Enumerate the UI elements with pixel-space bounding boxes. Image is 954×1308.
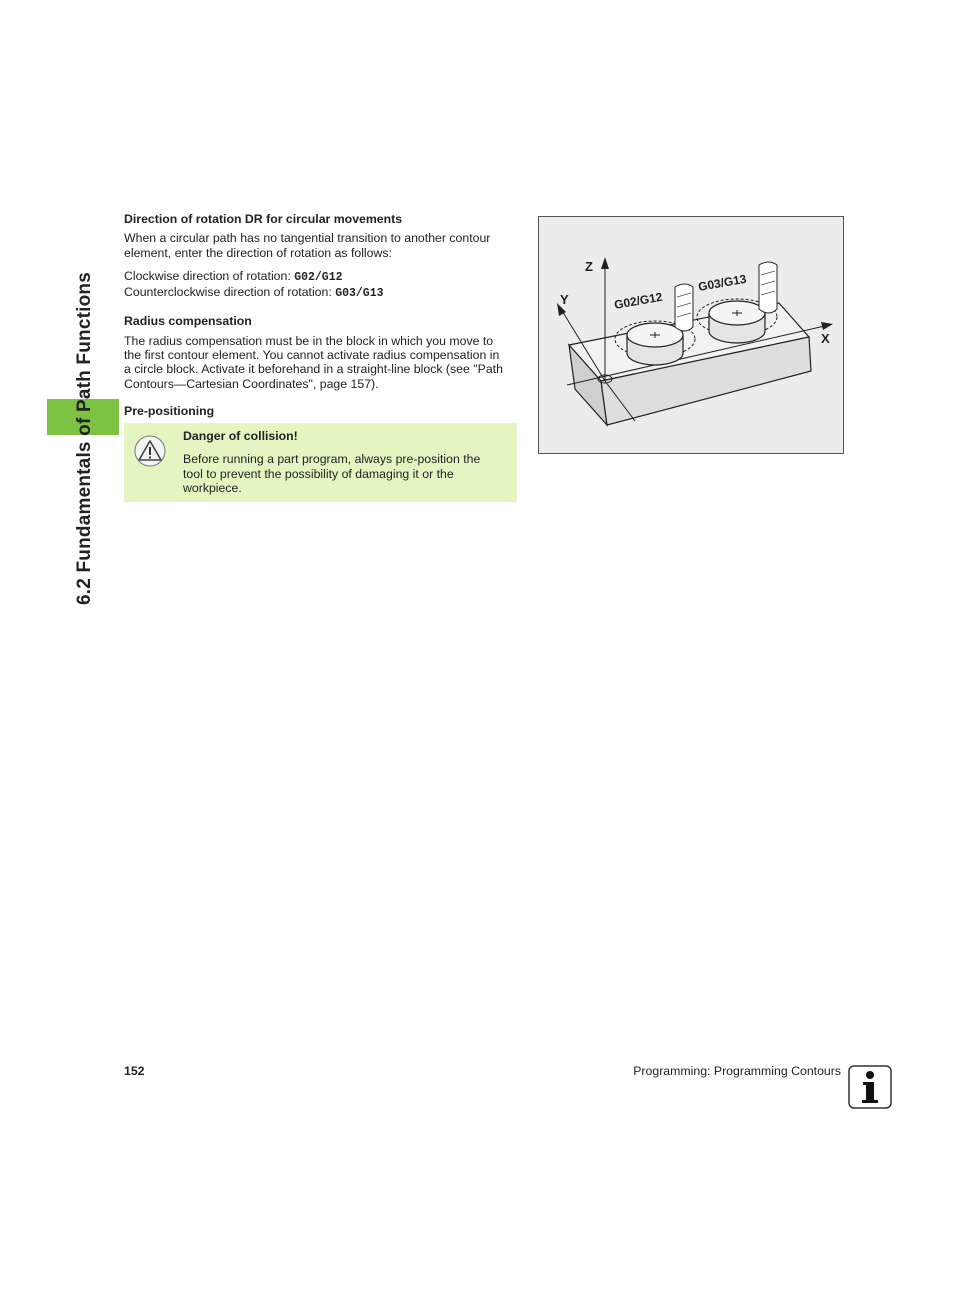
- paragraph-direction-line2: element, enter the direction of rotation as follows:: [124, 245, 392, 260]
- cw-label: Clockwise direction of rotation:: [124, 268, 295, 283]
- cw-rotation-line: [124, 269, 518, 285]
- axis-label-x: X: [821, 331, 830, 346]
- section-heading-radius: Radius compensation: [124, 314, 252, 329]
- paragraph-direction-line1: When a circular path has no tangential transition to another contour: [124, 231, 491, 246]
- axis-label-z: Z: [585, 259, 593, 274]
- circular-movement-figure: [538, 216, 844, 454]
- ccw-label: Counterclockwise direction of rotation:: [124, 285, 336, 300]
- paragraph-radius-line4: Contours—Cartesian Coordinates", page 157).: [124, 376, 379, 391]
- warning-title: Danger of collision!: [183, 429, 298, 443]
- section-heading-direction: Direction of rotation DR for circular movements: [124, 212, 403, 226]
- info-icon: [848, 1065, 892, 1109]
- footer-chapter: Programming: Programming Contours: [633, 1064, 841, 1078]
- cw-code: G02/G12: [294, 270, 343, 284]
- warning-triangle-icon: [134, 435, 166, 467]
- page-number: 152: [124, 1064, 145, 1078]
- warning-line3: workpiece.: [183, 480, 242, 495]
- paragraph-radius-line3: a circle block. Activate it beforehand in a straight-line block (see "Path: [124, 362, 503, 377]
- axis-label-y: Y: [560, 292, 569, 307]
- warning-line2: tool to prevent the possibility of damaging it or the: [183, 466, 454, 481]
- chapter-title: 6.2 Fundamentals of Path Functions: [74, 271, 95, 605]
- label-g02-g12: G02/G12: [613, 289, 664, 312]
- main-content: [124, 212, 518, 418]
- workpiece-illustration: [539, 217, 843, 453]
- section-heading-prepositioning: Pre-positioning: [124, 403, 215, 418]
- warning-line1: Before running a part program, always pre-position the: [183, 452, 481, 467]
- warning-box: [124, 423, 517, 502]
- ccw-rotation-line: [124, 285, 518, 301]
- paragraph-radius-line2: the first contour element. You cannot activate radius compensation in: [124, 348, 500, 363]
- paragraph-radius-line1: The radius compensation must be in the block in which you move to: [124, 333, 494, 348]
- label-g03-g13: G03/G13: [697, 271, 748, 294]
- ccw-code: G03/G13: [335, 287, 384, 301]
- warning-text: [183, 429, 508, 495]
